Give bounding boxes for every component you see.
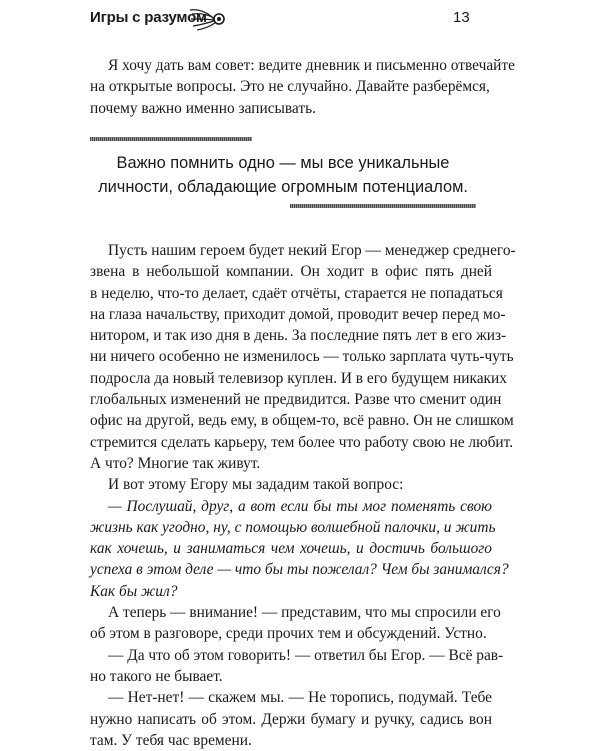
- dialogue-italic: — Послушай, друг, а вот если бы ты мог поменять свою: [108, 497, 492, 515]
- text-line: — Да что об этом говорить! — ответил бы Егор. — Всё рав-: [108, 646, 504, 664]
- text-line: А теперь — внимание! — представим, что мы спросили его: [108, 604, 501, 622]
- text-line: глобальных изменений не предвидится. Разве что сменит один: [90, 391, 502, 409]
- running-header-title: Игры с разумом: [90, 9, 207, 26]
- text-line: И вот этому Егору мы зададим такой вопрос:: [108, 476, 404, 494]
- text-line: А что? Многие так живут.: [90, 454, 261, 472]
- text-line: [90, 559, 509, 580]
- text-line: нужно написать об этом. Держи бумагу и ручку, садись вон: [90, 710, 492, 728]
- dialogue-italic: жизнь как угодно, ну, с помощью волшебной палочки, и жить: [90, 518, 496, 536]
- text-line: на глаза начальству, приходит домой, проводит вечер перед мо-: [90, 305, 506, 323]
- text-line: звена в небольшой компании. Он ходит в офис пять дней: [90, 263, 492, 281]
- text-line: ни ничего особенно не изменилось — только зарплата чуть-чуть: [90, 348, 514, 366]
- text-line: нитором, и так изо дня в день. За последние пять лет в его жиз-: [90, 327, 507, 345]
- text-line: Я хочу дать вам совет: ведите дневник и письменно отвечайте: [108, 57, 515, 74]
- dialogue-italic: успеха в этом деле — что бы ты пожелал? Чем бы занимался?: [90, 561, 509, 579]
- callout-rule-bottom: [290, 204, 476, 208]
- text-line: но такого не бывает.: [90, 667, 223, 685]
- text-line: офис на другой, ведь ему, в общем-то, всё равно. Он не слишком: [90, 412, 514, 430]
- text-line: [90, 496, 492, 517]
- dialogue-italic: Как бы жил?: [90, 582, 178, 600]
- text-line: на открытые вопросы. Это не случайно. Давайте разберёмся,: [90, 78, 490, 96]
- page-number: 13: [453, 9, 470, 26]
- story-text: [90, 240, 516, 751]
- text-line: [90, 581, 492, 602]
- comet-swirl-icon: [188, 5, 228, 31]
- text-line: там. У тебя час времени.: [90, 731, 252, 749]
- text-line: почему важно именно записывать.: [90, 99, 316, 117]
- text-line: подросла да новый телевизор куплен. И в его будущем никаких: [90, 369, 507, 387]
- text-line: [90, 517, 496, 538]
- text-line: об этом в разговоре, среди прочих тем и обсуждений. Устно.: [90, 625, 487, 643]
- pull-quote: [90, 151, 476, 199]
- text-line: в неделю, что-то делает, сдаёт отчёты, старается не попадаться: [90, 284, 503, 302]
- intro-paragraph: [90, 55, 515, 119]
- text-line: — Нет-нет! — скажем мы. — Не торопись, подумай. Тебе: [108, 689, 492, 707]
- text-line: [90, 538, 492, 559]
- callout-rule-top: [90, 137, 252, 141]
- pull-quote-line: Важно помнить одно — мы все уникальные: [116, 154, 450, 172]
- text-line: Пусть нашим героем будет некий Егор — менеджер среднего-: [108, 242, 516, 259]
- text-line: стремится сделать карьеру, тем более что работу свою не любит.: [90, 433, 514, 451]
- dialogue-italic: как хочешь, и заниматься чем хочешь, и достичь большого: [90, 540, 492, 558]
- pull-quote-line: личности, обладающие огромным потенциалом.: [98, 178, 468, 196]
